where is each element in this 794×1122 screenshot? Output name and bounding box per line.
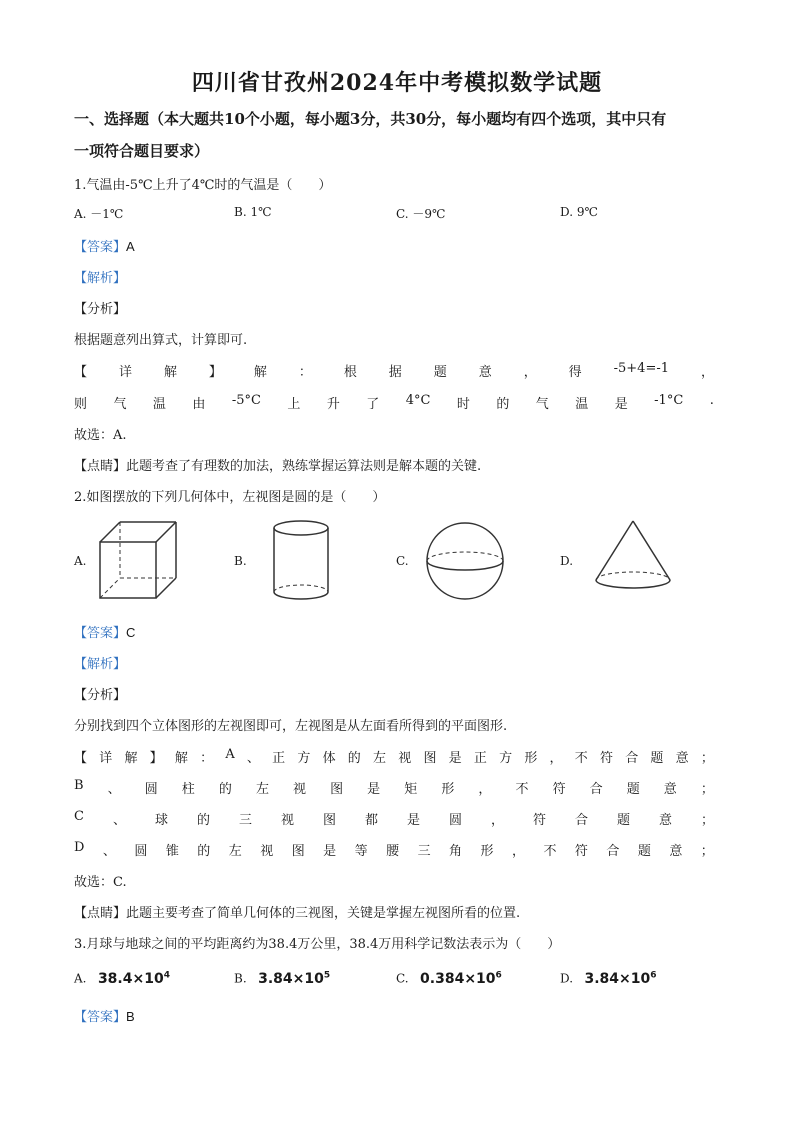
q2-analysis: 分别找到四个立体图形的左视图即可，左视图是从左面看所得到的平面图形. (74, 719, 508, 734)
token: ； (700, 751, 714, 766)
token: ： (298, 365, 312, 380)
q1-detail-line2 (74, 393, 714, 412)
token: 】 (149, 751, 163, 766)
token: ； (700, 813, 714, 828)
token: 圆 (448, 813, 462, 828)
token: 图 (322, 813, 336, 828)
q1-choice: 故选：A. (74, 428, 127, 443)
cube-figure (96, 518, 178, 602)
q2-choice: 故选：C. (74, 875, 127, 890)
token: 是 (323, 844, 337, 859)
token: 圆 (134, 844, 148, 859)
token: 【 (74, 751, 88, 766)
token: 温 (152, 397, 166, 412)
token: 得 (568, 365, 582, 380)
cone-figure (592, 518, 674, 602)
token: ， (700, 365, 714, 380)
option-base: 0.384×10 (420, 970, 496, 987)
q1-option-b: B. 1℃ (234, 205, 272, 219)
q1-analysis: 根据题意列出算式，计算即可. (74, 333, 248, 348)
token: 根 (343, 365, 357, 380)
answer-tag: 【答案】 (74, 1010, 127, 1025)
token: 时 (456, 397, 470, 412)
token: 、 (107, 782, 121, 797)
token: 合 (574, 813, 588, 828)
q2-option-b-label: B. (234, 554, 247, 568)
token: 的 (496, 397, 510, 412)
page-title: 四川省甘孜州2024年中考模拟数学试题 (191, 70, 603, 96)
token: ： (200, 751, 214, 766)
token: 腰 (386, 844, 400, 859)
token: 锥 (165, 844, 179, 859)
token: ； (700, 844, 714, 859)
token: C (74, 809, 84, 824)
token: 】 (208, 365, 222, 380)
token: 三 (417, 844, 431, 859)
token: 左 (228, 844, 242, 859)
option-value (258, 971, 330, 987)
token: 柱 (181, 782, 195, 797)
section-heading-cont: 一项符合题目要求） (74, 142, 210, 160)
token: ； (700, 782, 714, 797)
token: 合 (606, 844, 620, 859)
q2-answer (74, 622, 135, 641)
token: 左 (373, 751, 387, 766)
q2-option-d-label: D. (560, 554, 574, 568)
q2-comment: 【点睛】此题主要考查了简单几何体的三视图，关键是掌握左视图所看的位置. (74, 906, 521, 921)
token: 意 (478, 365, 492, 380)
option-label: C. (396, 971, 409, 986)
token: 的 (218, 782, 232, 797)
token: -1°C (654, 393, 684, 408)
token: 解 (163, 365, 177, 380)
token: 的 (196, 813, 210, 828)
token: 球 (154, 813, 168, 828)
token: B (74, 778, 84, 793)
token: D (74, 840, 85, 855)
q1-stem: 1.气温由-5℃上升了4℃时的气温是（ ） (74, 178, 332, 193)
q1-option-c: C. －9℃ (396, 207, 446, 221)
sphere-figure (424, 520, 506, 602)
token: 解 (174, 751, 188, 766)
token: 、 (102, 844, 116, 859)
token: A (225, 747, 235, 762)
token: 形 (441, 782, 455, 797)
token: 都 (364, 813, 378, 828)
token: 正 (272, 751, 286, 766)
token: 详 (118, 365, 132, 380)
answer-tag: 【答案】 (74, 626, 127, 641)
token: 角 (449, 844, 463, 859)
option-label: A. (74, 971, 87, 986)
token: 4°C (405, 393, 431, 408)
answer-value: A (126, 239, 135, 254)
token: ， (549, 751, 563, 766)
token: 由 (192, 397, 206, 412)
answer-value: B (126, 1009, 135, 1024)
q2-detail-line3 (74, 809, 714, 828)
token: 符 (552, 782, 566, 797)
token: 了 (366, 397, 380, 412)
token: 不 (543, 844, 557, 859)
token: 升 (326, 397, 340, 412)
q1-comment: 【点睛】此题考查了有理数的加法，熟练掌握运算法则是解本题的关键. (74, 459, 482, 474)
token: . (709, 393, 714, 408)
q2-jiexi: 【解析】 (74, 657, 127, 672)
q1-fenxi: 【分析】 (74, 302, 127, 317)
option-value (98, 971, 170, 987)
token: 解 (253, 365, 267, 380)
token: 题 (637, 844, 651, 859)
option-label: B. (234, 971, 247, 986)
token: 温 (575, 397, 589, 412)
token: 意 (669, 844, 683, 859)
section-heading: 一、选择题（本大题共10个小题，每小题3分，共30分，每小题均有四个选项，其中只有 (74, 110, 667, 128)
token: 意 (675, 751, 689, 766)
token: 体 (322, 751, 336, 766)
token: 的 (197, 844, 211, 859)
token: 意 (663, 782, 677, 797)
token: 正 (473, 751, 487, 766)
token: 的 (347, 751, 361, 766)
token: 【 (74, 365, 88, 380)
token: 符 (574, 844, 588, 859)
token: 不 (574, 751, 588, 766)
option-exponent: 4 (163, 970, 170, 980)
q2-option-a-label: A. (74, 554, 87, 568)
q3-option-b (234, 970, 330, 987)
token: 视 (398, 751, 412, 766)
token: 是 (367, 782, 381, 797)
q2-fenxi: 【分析】 (74, 688, 127, 703)
q1-option-a: A. －1℃ (74, 207, 124, 221)
token: 图 (291, 844, 305, 859)
token: ， (490, 813, 504, 828)
token: 方 (297, 751, 311, 766)
option-base: 38.4×10 (97, 970, 164, 987)
token: 、 (112, 813, 126, 828)
token: 题 (433, 365, 447, 380)
token: 气 (535, 397, 549, 412)
token: 则 (74, 397, 88, 412)
token: 左 (255, 782, 269, 797)
token: -5°C (231, 393, 261, 408)
token: 矩 (404, 782, 418, 797)
token: 意 (658, 813, 672, 828)
token: 圆 (144, 782, 158, 797)
token: 题 (650, 751, 664, 766)
q1-option-d: D. 9℃ (560, 205, 598, 219)
token: 视 (260, 844, 274, 859)
token: 不 (515, 782, 529, 797)
token: 三 (238, 813, 252, 828)
token: 符 (599, 751, 613, 766)
token: ， (523, 365, 537, 380)
q2-detail-line2 (74, 778, 714, 797)
q2-option-c-label: C. (396, 554, 409, 568)
q2-detail-line1 (74, 747, 714, 766)
token: ， (478, 782, 492, 797)
token: 合 (625, 751, 639, 766)
answer-value: C (126, 625, 136, 640)
token: 图 (330, 782, 344, 797)
option-base: 3.84×10 (258, 970, 324, 987)
token: 符 (532, 813, 546, 828)
cylinder-figure (270, 518, 332, 602)
token: 是 (406, 813, 420, 828)
option-value (584, 971, 656, 987)
q3-option-c (396, 970, 502, 987)
token: 方 (499, 751, 513, 766)
token: 形 (524, 751, 538, 766)
q1-answer (74, 236, 135, 255)
token: ， (511, 844, 525, 859)
token: 解 (124, 751, 138, 766)
option-exponent: 6 (650, 970, 657, 980)
token: 是 (614, 397, 628, 412)
q1-jiexi: 【解析】 (74, 271, 127, 286)
token: 、 (246, 751, 260, 766)
option-value (420, 971, 502, 987)
answer-tag: 【答案】 (74, 240, 127, 255)
option-base: 3.84×10 (584, 970, 651, 987)
option-label: D. (560, 971, 574, 986)
q3-answer (74, 1006, 135, 1025)
q3-option-d (560, 970, 657, 987)
token: 气 (113, 397, 127, 412)
token: 题 (626, 782, 640, 797)
token: 视 (293, 782, 307, 797)
q3-option-a (74, 970, 170, 987)
token: 形 (480, 844, 494, 859)
token: 视 (280, 813, 294, 828)
option-exponent: 5 (323, 970, 331, 980)
token: -5+4=-1 (613, 361, 670, 376)
token: 合 (589, 782, 603, 797)
q1-detail-line1 (74, 361, 714, 380)
q2-stem: 2.如图摆放的下列几何体中，左视图是圆的是（ ） (74, 490, 386, 505)
token: 图 (423, 751, 437, 766)
token: 据 (388, 365, 402, 380)
option-exponent: 6 (495, 970, 502, 980)
token: 上 (287, 397, 301, 412)
token: 详 (99, 751, 113, 766)
token: 是 (448, 751, 462, 766)
token: 等 (354, 844, 368, 859)
q2-detail-line4 (74, 840, 714, 859)
token: 题 (616, 813, 630, 828)
q3-stem: 3.月球与地球之间的平均距离约为38.4万公里，38.4万用科学记数法表示为（ ） (74, 937, 561, 952)
